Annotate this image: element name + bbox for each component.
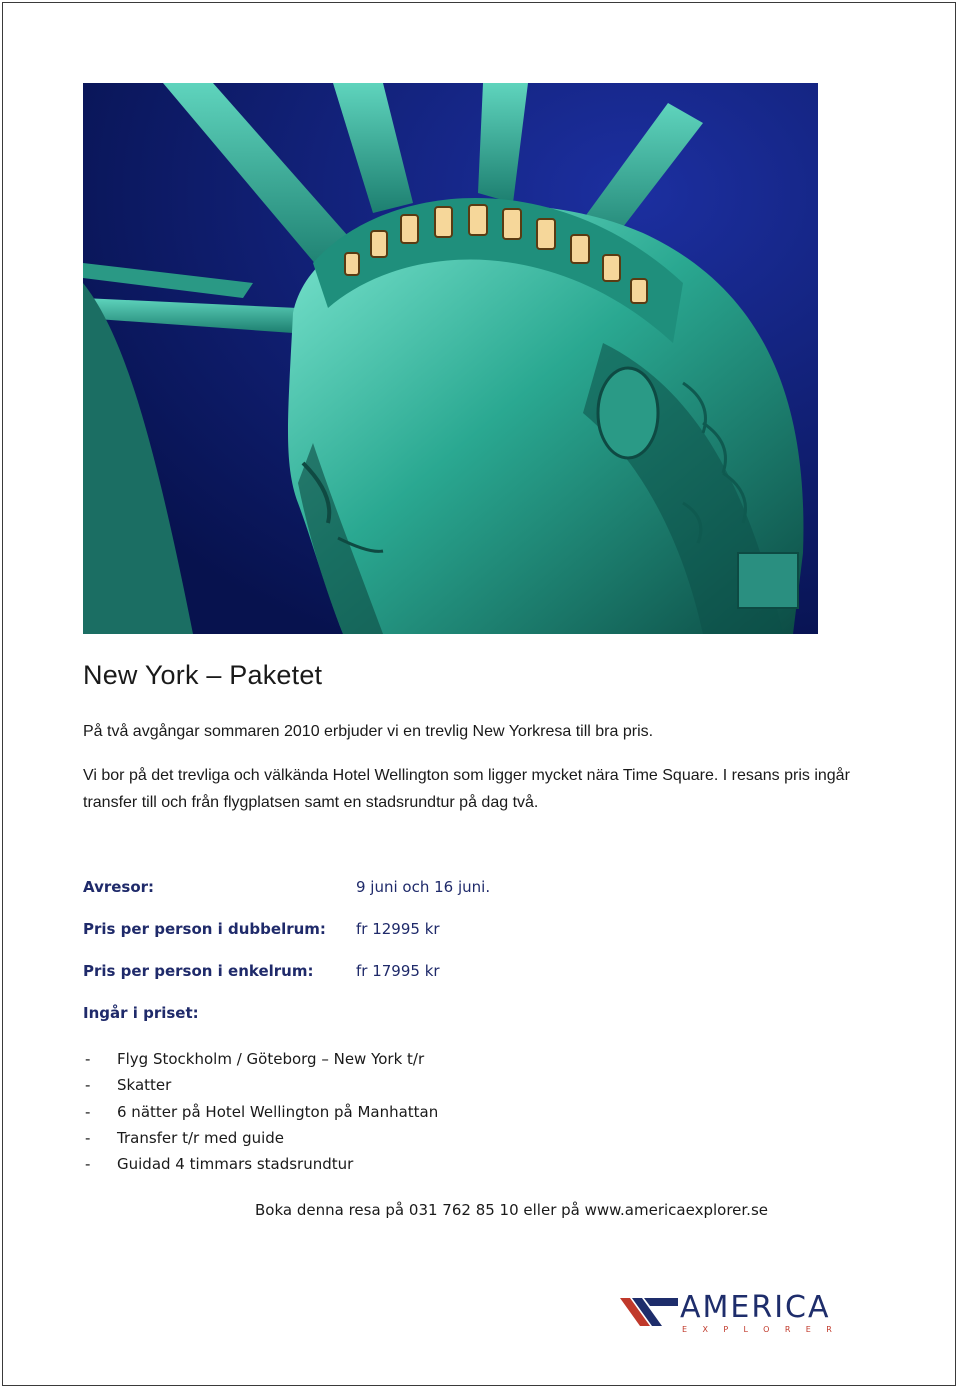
info-label: Avresor: [83,878,155,896]
list-item [83,1099,438,1125]
includes-list [83,1046,438,1177]
logo-wordmark: AMERICA [680,1290,831,1325]
america-explorer-logo [620,1292,875,1340]
description-text: Vi bor på det trevliga och välkända Hotel Wellington som ligger mycket nära Time Square. I resans pris ingår transfer till och från flygplatsen samt en stadsrundtur på dag två. [83,767,850,811]
list-item-text: 6 nätter på Hotel Wellington på Manhattan [117,1102,439,1121]
list-item-text: Flyg Stockholm / Göteborg – New York t/r [117,1050,425,1068]
list-item [83,1046,438,1072]
booking-contact: Boka denna resa på 031 762 85 10 eller på www.americaexplorer.se [255,1201,768,1219]
intro-text: På två avgångar sommaren 2010 erbjuder vi en trevlig New Yorkresa till bra pris. [83,723,654,740]
list-item [83,1125,438,1151]
hero-photo [83,83,818,634]
list-marker: - [85,1102,91,1121]
list-marker: - [85,1128,91,1147]
list-item-text: Skatter [117,1076,172,1095]
info-label: Pris per person i enkelrum: [83,962,314,980]
list-item-text: Guidad 4 timmars stadsrundtur [117,1155,354,1174]
list-item [83,1151,438,1177]
page-title: New York – Paketet [83,660,323,690]
logo-subtitle: EXPLORER [682,1325,848,1334]
includes-heading: Ingår i priset: [83,1004,199,1022]
logo-swoosh-icon [620,1296,680,1336]
list-marker: - [85,1076,91,1095]
list-marker: - [85,1155,91,1174]
list-item [83,1072,438,1098]
statue-of-liberty-illustration [83,83,818,634]
info-label: Pris per person i dubbelrum: [83,920,326,938]
list-item-text: Transfer t/r med guide [117,1128,285,1147]
info-value: 9 juni och 16 juni. [356,878,491,896]
list-marker: - [85,1050,91,1068]
info-value: fr 17995 kr [356,962,440,980]
info-value: fr 12995 kr [356,920,440,938]
